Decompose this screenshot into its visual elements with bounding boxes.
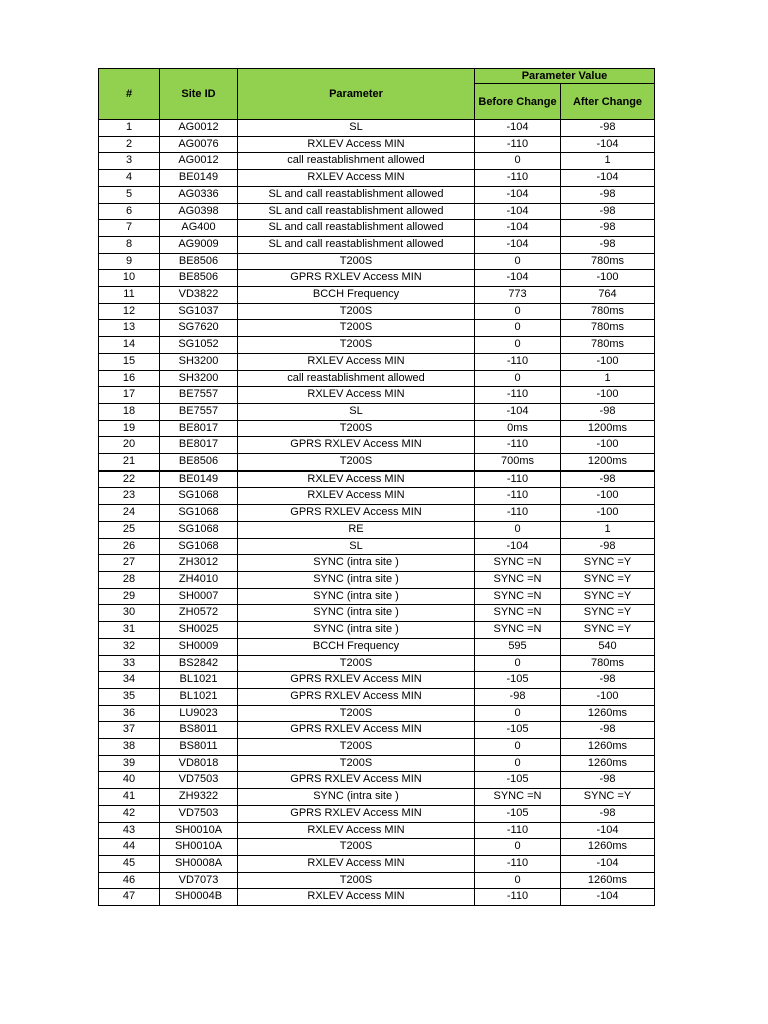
table-row bbox=[99, 153, 655, 170]
cell-before-change: 0 bbox=[475, 320, 561, 337]
cell-site-id: ZH9322 bbox=[160, 789, 238, 806]
cell-site-id: SH0025 bbox=[160, 622, 238, 639]
cell-num: 3 bbox=[99, 153, 160, 170]
table-row bbox=[99, 236, 655, 253]
table-row bbox=[99, 822, 655, 839]
cell-parameter: GPRS RXLEV Access MIN bbox=[238, 772, 475, 789]
cell-parameter: T200S bbox=[238, 872, 475, 889]
table-row bbox=[99, 505, 655, 522]
cell-parameter: GPRS RXLEV Access MIN bbox=[238, 437, 475, 454]
cell-before-change: 0 bbox=[475, 655, 561, 672]
cell-num: 21 bbox=[99, 454, 160, 471]
cell-before-change: 0 bbox=[475, 153, 561, 170]
cell-parameter: SL and call reastablishment allowed bbox=[238, 236, 475, 253]
cell-parameter: SYNC (intra site ) bbox=[238, 588, 475, 605]
cell-num: 45 bbox=[99, 855, 160, 872]
cell-num: 15 bbox=[99, 353, 160, 370]
cell-num: 37 bbox=[99, 722, 160, 739]
cell-num: 20 bbox=[99, 437, 160, 454]
cell-num: 17 bbox=[99, 387, 160, 404]
cell-num: 42 bbox=[99, 805, 160, 822]
cell-parameter: RXLEV Access MIN bbox=[238, 488, 475, 505]
cell-after-change: -100 bbox=[561, 488, 655, 505]
cell-site-id: LU9023 bbox=[160, 705, 238, 722]
cell-parameter: GPRS RXLEV Access MIN bbox=[238, 805, 475, 822]
cell-site-id: BE0149 bbox=[160, 471, 238, 488]
cell-parameter: RXLEV Access MIN bbox=[238, 353, 475, 370]
cell-before-change: -110 bbox=[475, 353, 561, 370]
cell-before-change: -104 bbox=[475, 120, 561, 137]
cell-before-change: -104 bbox=[475, 236, 561, 253]
cell-parameter: SL bbox=[238, 403, 475, 420]
cell-before-change: -110 bbox=[475, 822, 561, 839]
cell-before-change: -110 bbox=[475, 437, 561, 454]
table-row bbox=[99, 755, 655, 772]
cell-after-change: 1 bbox=[561, 153, 655, 170]
cell-after-change: -100 bbox=[561, 270, 655, 287]
cell-before-change: -110 bbox=[475, 136, 561, 153]
cell-site-id: VD7503 bbox=[160, 772, 238, 789]
cell-site-id: AG0076 bbox=[160, 136, 238, 153]
cell-after-change: 1200ms bbox=[561, 420, 655, 437]
cell-site-id: VD8018 bbox=[160, 755, 238, 772]
cell-after-change: 1260ms bbox=[561, 755, 655, 772]
table-row bbox=[99, 287, 655, 304]
cell-after-change: 780ms bbox=[561, 320, 655, 337]
cell-num: 39 bbox=[99, 755, 160, 772]
cell-parameter: T200S bbox=[238, 454, 475, 471]
cell-site-id: BL1021 bbox=[160, 672, 238, 689]
cell-after-change: -100 bbox=[561, 437, 655, 454]
cell-num: 24 bbox=[99, 505, 160, 522]
cell-num: 22 bbox=[99, 471, 160, 488]
cell-before-change: -104 bbox=[475, 220, 561, 237]
cell-after-change: -98 bbox=[561, 471, 655, 488]
cell-after-change: 540 bbox=[561, 638, 655, 655]
cell-before-change: -105 bbox=[475, 805, 561, 822]
cell-num: 8 bbox=[99, 236, 160, 253]
table-row bbox=[99, 403, 655, 420]
cell-after-change: SYNC =Y bbox=[561, 588, 655, 605]
cell-after-change: -98 bbox=[561, 203, 655, 220]
cell-num: 4 bbox=[99, 170, 160, 187]
cell-site-id: BE8017 bbox=[160, 437, 238, 454]
table-row bbox=[99, 370, 655, 387]
cell-parameter: RXLEV Access MIN bbox=[238, 855, 475, 872]
cell-site-id: VD3822 bbox=[160, 287, 238, 304]
cell-site-id: SH0008A bbox=[160, 855, 238, 872]
cell-parameter: call reastablishment allowed bbox=[238, 370, 475, 387]
cell-after-change: 780ms bbox=[561, 253, 655, 270]
table-row bbox=[99, 303, 655, 320]
header-num: # bbox=[99, 69, 160, 120]
cell-site-id: SG1068 bbox=[160, 488, 238, 505]
cell-parameter: RXLEV Access MIN bbox=[238, 136, 475, 153]
cell-before-change: 0 bbox=[475, 521, 561, 538]
cell-before-change: -104 bbox=[475, 203, 561, 220]
cell-num: 32 bbox=[99, 638, 160, 655]
cell-before-change: 0 bbox=[475, 337, 561, 354]
cell-parameter: T200S bbox=[238, 420, 475, 437]
cell-num: 26 bbox=[99, 538, 160, 555]
cell-num: 43 bbox=[99, 822, 160, 839]
table-row bbox=[99, 638, 655, 655]
table-body bbox=[99, 120, 655, 906]
cell-after-change: -100 bbox=[561, 387, 655, 404]
cell-before-change: 0 bbox=[475, 705, 561, 722]
table-row bbox=[99, 253, 655, 270]
cell-parameter: T200S bbox=[238, 337, 475, 354]
cell-before-change: 595 bbox=[475, 638, 561, 655]
table-header bbox=[99, 69, 655, 120]
cell-site-id: BE8506 bbox=[160, 454, 238, 471]
cell-before-change: -104 bbox=[475, 186, 561, 203]
cell-after-change: -98 bbox=[561, 403, 655, 420]
cell-after-change: -98 bbox=[561, 672, 655, 689]
cell-site-id: SG1068 bbox=[160, 505, 238, 522]
cell-after-change: 1200ms bbox=[561, 454, 655, 471]
cell-num: 5 bbox=[99, 186, 160, 203]
cell-num: 13 bbox=[99, 320, 160, 337]
table-row bbox=[99, 170, 655, 187]
cell-before-change: SYNC =N bbox=[475, 588, 561, 605]
cell-site-id: ZH3012 bbox=[160, 555, 238, 572]
table-row bbox=[99, 872, 655, 889]
table-row bbox=[99, 136, 655, 153]
cell-after-change: -98 bbox=[561, 186, 655, 203]
cell-before-change: -110 bbox=[475, 488, 561, 505]
table-row bbox=[99, 521, 655, 538]
cell-before-change: -105 bbox=[475, 672, 561, 689]
cell-before-change: 0 bbox=[475, 253, 561, 270]
cell-before-change: SYNC =N bbox=[475, 789, 561, 806]
table-row bbox=[99, 270, 655, 287]
cell-site-id: BE7557 bbox=[160, 403, 238, 420]
cell-site-id: ZH0572 bbox=[160, 605, 238, 622]
cell-num: 46 bbox=[99, 872, 160, 889]
cell-after-change: 780ms bbox=[561, 337, 655, 354]
table-row bbox=[99, 855, 655, 872]
table-row bbox=[99, 337, 655, 354]
cell-before-change: -110 bbox=[475, 505, 561, 522]
cell-parameter: SYNC (intra site ) bbox=[238, 789, 475, 806]
cell-before-change: SYNC =N bbox=[475, 622, 561, 639]
table-row bbox=[99, 772, 655, 789]
cell-site-id: AG400 bbox=[160, 220, 238, 237]
cell-site-id: SG1068 bbox=[160, 538, 238, 555]
cell-num: 12 bbox=[99, 303, 160, 320]
cell-after-change: -98 bbox=[561, 722, 655, 739]
cell-after-change: -98 bbox=[561, 805, 655, 822]
cell-parameter: RXLEV Access MIN bbox=[238, 822, 475, 839]
table-row bbox=[99, 605, 655, 622]
table-row bbox=[99, 588, 655, 605]
cell-parameter: SYNC (intra site ) bbox=[238, 571, 475, 588]
cell-site-id: SH0007 bbox=[160, 588, 238, 605]
cell-num: 9 bbox=[99, 253, 160, 270]
cell-parameter: SL and call reastablishment allowed bbox=[238, 220, 475, 237]
cell-site-id: SH3200 bbox=[160, 370, 238, 387]
table-row bbox=[99, 688, 655, 705]
cell-after-change: SYNC =Y bbox=[561, 622, 655, 639]
table-row bbox=[99, 471, 655, 488]
cell-site-id: BE7557 bbox=[160, 387, 238, 404]
cell-before-change: SYNC =N bbox=[475, 571, 561, 588]
cell-after-change: SYNC =Y bbox=[561, 555, 655, 572]
cell-before-change: SYNC =N bbox=[475, 555, 561, 572]
cell-before-change: 0 bbox=[475, 755, 561, 772]
cell-num: 38 bbox=[99, 739, 160, 756]
cell-parameter: RXLEV Access MIN bbox=[238, 170, 475, 187]
cell-num: 18 bbox=[99, 403, 160, 420]
cell-site-id: AG0336 bbox=[160, 186, 238, 203]
cell-site-id: BE0149 bbox=[160, 170, 238, 187]
table-row bbox=[99, 538, 655, 555]
cell-before-change: -110 bbox=[475, 889, 561, 906]
cell-before-change: -110 bbox=[475, 471, 561, 488]
cell-before-change: -110 bbox=[475, 387, 561, 404]
cell-after-change: SYNC =Y bbox=[561, 571, 655, 588]
cell-parameter: SYNC (intra site ) bbox=[238, 555, 475, 572]
table-row bbox=[99, 387, 655, 404]
cell-after-change: SYNC =Y bbox=[561, 605, 655, 622]
table-row bbox=[99, 320, 655, 337]
cell-after-change: 1260ms bbox=[561, 872, 655, 889]
table-row bbox=[99, 805, 655, 822]
cell-after-change: -104 bbox=[561, 136, 655, 153]
cell-site-id: VD7503 bbox=[160, 805, 238, 822]
cell-site-id: SH0010A bbox=[160, 839, 238, 856]
cell-after-change: -98 bbox=[561, 538, 655, 555]
cell-parameter: T200S bbox=[238, 320, 475, 337]
cell-num: 2 bbox=[99, 136, 160, 153]
cell-num: 16 bbox=[99, 370, 160, 387]
cell-num: 47 bbox=[99, 889, 160, 906]
cell-num: 41 bbox=[99, 789, 160, 806]
table-row bbox=[99, 739, 655, 756]
cell-before-change: 0 bbox=[475, 303, 561, 320]
table-row bbox=[99, 420, 655, 437]
cell-before-change: 700ms bbox=[475, 454, 561, 471]
cell-parameter: SL bbox=[238, 538, 475, 555]
cell-parameter: BCCH Frequency bbox=[238, 638, 475, 655]
cell-after-change: -98 bbox=[561, 120, 655, 137]
cell-parameter: SYNC (intra site ) bbox=[238, 605, 475, 622]
cell-num: 11 bbox=[99, 287, 160, 304]
cell-after-change: 1260ms bbox=[561, 739, 655, 756]
cell-after-change: -104 bbox=[561, 855, 655, 872]
cell-before-change: -105 bbox=[475, 722, 561, 739]
cell-site-id: SG7620 bbox=[160, 320, 238, 337]
cell-parameter: T200S bbox=[238, 253, 475, 270]
cell-before-change: -110 bbox=[475, 170, 561, 187]
header-before-change: Before Change bbox=[475, 84, 561, 120]
header-site-id: Site ID bbox=[160, 69, 238, 120]
table-row bbox=[99, 839, 655, 856]
cell-before-change: 773 bbox=[475, 287, 561, 304]
cell-after-change: -98 bbox=[561, 772, 655, 789]
cell-site-id: BE8506 bbox=[160, 253, 238, 270]
cell-before-change: -110 bbox=[475, 855, 561, 872]
header-after-change: After Change bbox=[561, 84, 655, 120]
cell-parameter: T200S bbox=[238, 655, 475, 672]
cell-after-change: 1 bbox=[561, 521, 655, 538]
cell-num: 23 bbox=[99, 488, 160, 505]
table-row bbox=[99, 722, 655, 739]
cell-site-id: BE8017 bbox=[160, 420, 238, 437]
cell-parameter: T200S bbox=[238, 739, 475, 756]
cell-before-change: -104 bbox=[475, 270, 561, 287]
cell-parameter: SL bbox=[238, 120, 475, 137]
cell-site-id: AG9009 bbox=[160, 236, 238, 253]
cell-after-change: 1260ms bbox=[561, 705, 655, 722]
cell-num: 10 bbox=[99, 270, 160, 287]
cell-num: 1 bbox=[99, 120, 160, 137]
cell-before-change: 0 bbox=[475, 839, 561, 856]
table-row bbox=[99, 571, 655, 588]
cell-after-change: 780ms bbox=[561, 303, 655, 320]
header-parameter: Parameter bbox=[238, 69, 475, 120]
header-parameter-value: Parameter Value bbox=[475, 69, 655, 84]
cell-site-id: BS2842 bbox=[160, 655, 238, 672]
cell-parameter: GPRS RXLEV Access MIN bbox=[238, 270, 475, 287]
cell-before-change: -104 bbox=[475, 403, 561, 420]
cell-before-change: 0 bbox=[475, 739, 561, 756]
cell-num: 34 bbox=[99, 672, 160, 689]
cell-after-change: 764 bbox=[561, 287, 655, 304]
cell-after-change: -100 bbox=[561, 353, 655, 370]
cell-parameter: GPRS RXLEV Access MIN bbox=[238, 672, 475, 689]
cell-parameter: GPRS RXLEV Access MIN bbox=[238, 688, 475, 705]
cell-site-id: AG0012 bbox=[160, 120, 238, 137]
cell-parameter: T200S bbox=[238, 839, 475, 856]
cell-after-change: -104 bbox=[561, 822, 655, 839]
cell-num: 28 bbox=[99, 571, 160, 588]
table-row bbox=[99, 454, 655, 471]
cell-num: 14 bbox=[99, 337, 160, 354]
table-row bbox=[99, 220, 655, 237]
cell-site-id: VD7073 bbox=[160, 872, 238, 889]
cell-site-id: SH3200 bbox=[160, 353, 238, 370]
cell-before-change: -105 bbox=[475, 772, 561, 789]
table-row bbox=[99, 203, 655, 220]
cell-num: 40 bbox=[99, 772, 160, 789]
cell-num: 19 bbox=[99, 420, 160, 437]
cell-site-id: SH0009 bbox=[160, 638, 238, 655]
cell-parameter: T200S bbox=[238, 755, 475, 772]
cell-after-change: SYNC =Y bbox=[561, 789, 655, 806]
cell-site-id: AG0398 bbox=[160, 203, 238, 220]
cell-site-id: BS8011 bbox=[160, 739, 238, 756]
cell-parameter: GPRS RXLEV Access MIN bbox=[238, 722, 475, 739]
cell-after-change: 780ms bbox=[561, 655, 655, 672]
cell-before-change: 0ms bbox=[475, 420, 561, 437]
cell-after-change: -98 bbox=[561, 236, 655, 253]
cell-parameter: RE bbox=[238, 521, 475, 538]
cell-site-id: BS8011 bbox=[160, 722, 238, 739]
table-row bbox=[99, 622, 655, 639]
cell-num: 35 bbox=[99, 688, 160, 705]
table-row bbox=[99, 353, 655, 370]
table-row bbox=[99, 437, 655, 454]
cell-num: 44 bbox=[99, 839, 160, 856]
table-row bbox=[99, 889, 655, 906]
cell-num: 36 bbox=[99, 705, 160, 722]
cell-before-change: -104 bbox=[475, 538, 561, 555]
cell-parameter: call reastablishment allowed bbox=[238, 153, 475, 170]
cell-after-change: -98 bbox=[561, 220, 655, 237]
cell-site-id: BL1021 bbox=[160, 688, 238, 705]
cell-after-change: 1 bbox=[561, 370, 655, 387]
cell-parameter: BCCH Frequency bbox=[238, 287, 475, 304]
cell-num: 27 bbox=[99, 555, 160, 572]
cell-before-change: 0 bbox=[475, 370, 561, 387]
cell-num: 29 bbox=[99, 588, 160, 605]
cell-parameter: SL and call reastablishment allowed bbox=[238, 186, 475, 203]
cell-before-change: 0 bbox=[475, 872, 561, 889]
cell-num: 6 bbox=[99, 203, 160, 220]
cell-after-change: -100 bbox=[561, 688, 655, 705]
table-row bbox=[99, 705, 655, 722]
cell-parameter: RXLEV Access MIN bbox=[238, 471, 475, 488]
cell-num: 7 bbox=[99, 220, 160, 237]
table-row bbox=[99, 186, 655, 203]
cell-num: 30 bbox=[99, 605, 160, 622]
cell-parameter: T200S bbox=[238, 705, 475, 722]
cell-num: 31 bbox=[99, 622, 160, 639]
cell-site-id: SH0010A bbox=[160, 822, 238, 839]
cell-site-id: SG1068 bbox=[160, 521, 238, 538]
cell-parameter: GPRS RXLEV Access MIN bbox=[238, 505, 475, 522]
cell-site-id: BE8506 bbox=[160, 270, 238, 287]
cell-after-change: -104 bbox=[561, 170, 655, 187]
table-row bbox=[99, 789, 655, 806]
table-row bbox=[99, 655, 655, 672]
table-row bbox=[99, 120, 655, 137]
cell-parameter: T200S bbox=[238, 303, 475, 320]
table-row bbox=[99, 672, 655, 689]
cell-num: 33 bbox=[99, 655, 160, 672]
cell-after-change: -100 bbox=[561, 505, 655, 522]
cell-before-change: SYNC =N bbox=[475, 605, 561, 622]
cell-site-id: ZH4010 bbox=[160, 571, 238, 588]
table-row bbox=[99, 488, 655, 505]
cell-after-change: -104 bbox=[561, 889, 655, 906]
cell-site-id: SG1037 bbox=[160, 303, 238, 320]
table-row bbox=[99, 555, 655, 572]
cell-site-id: SH0004B bbox=[160, 889, 238, 906]
cell-site-id: AG0012 bbox=[160, 153, 238, 170]
cell-parameter: SYNC (intra site ) bbox=[238, 622, 475, 639]
cell-before-change: -98 bbox=[475, 688, 561, 705]
cell-num: 25 bbox=[99, 521, 160, 538]
cell-parameter: RXLEV Access MIN bbox=[238, 387, 475, 404]
cell-site-id: SG1052 bbox=[160, 337, 238, 354]
parameter-change-table bbox=[98, 68, 655, 906]
cell-parameter: RXLEV Access MIN bbox=[238, 889, 475, 906]
cell-parameter: SL and call reastablishment allowed bbox=[238, 203, 475, 220]
cell-after-change: 1260ms bbox=[561, 839, 655, 856]
